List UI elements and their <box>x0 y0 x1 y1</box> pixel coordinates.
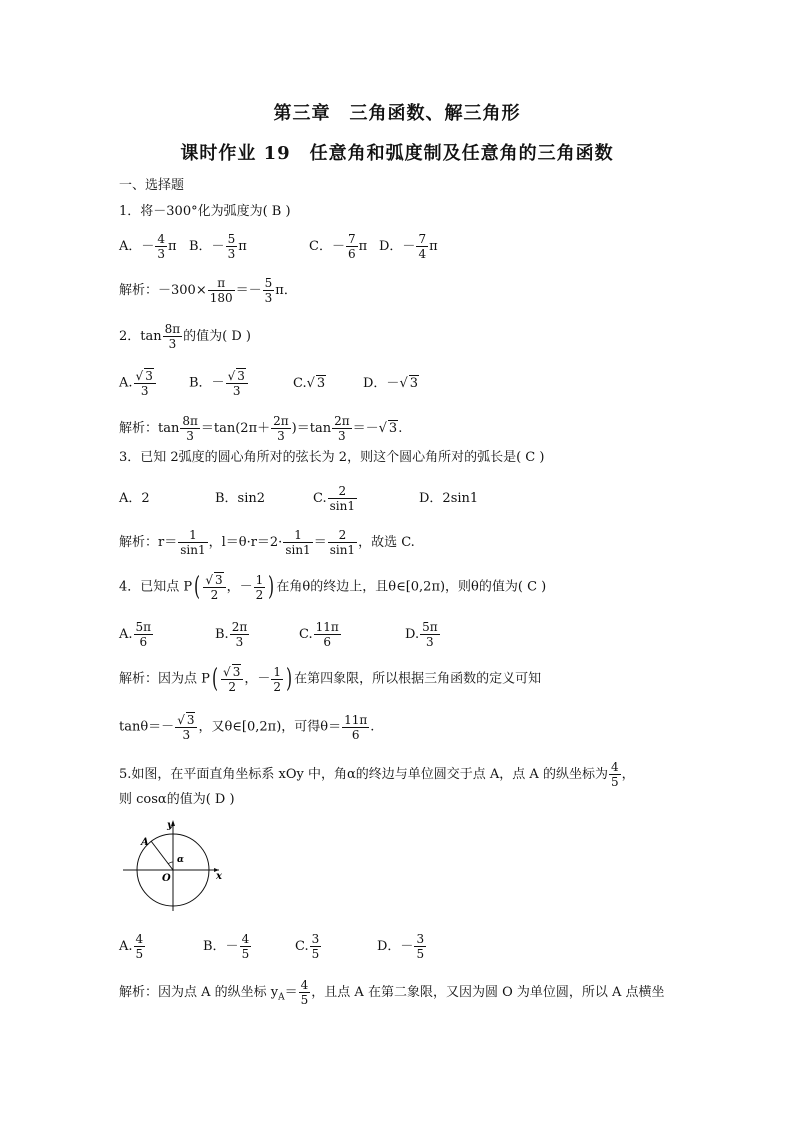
alpha-label: α <box>177 855 184 865</box>
q5-option-d: D．－ $\frac{3}{5}$ <box>377 932 425 961</box>
q4-option-d: D. $\frac{5\pi}{3}$ <box>405 620 438 649</box>
q1-option-b: B．－ $\frac{5}{3}$ π <box>189 232 247 261</box>
q4-option-a: A. $\frac{5\pi}{6}$ <box>119 620 152 649</box>
q4-solution-line2: tanθ＝－ $\frac{√ 3}{3}$ ，又θ∈[0,2π)，可得θ＝ $\frac{11\pi}{6}$ . <box>119 712 375 742</box>
lesson-title: 课时作业 19 任意角和弧度制及任意角的三角函数 <box>180 143 614 164</box>
q5-options <box>119 932 427 961</box>
q1-solution: 解析：－300× $\frac{\pi}{180}$ ＝－ $\frac{5}{3}$ π． <box>119 276 297 305</box>
chapter-title: 第三章 三角函数、解三角形 <box>273 103 521 124</box>
angle-arc <box>168 862 173 864</box>
q3-option-a: A．2 <box>119 491 150 506</box>
q4-option-b: B. $\frac{2\pi}{3}$ <box>215 620 248 649</box>
q4-option-c: C. $\frac{11\pi}{6}$ <box>299 620 339 649</box>
q5-option-c: C. $\frac{3}{5}$ <box>295 932 320 961</box>
q5-option-a: A. $\frac{4}{5}$ <box>119 932 144 961</box>
section-heading: 一、选择题 <box>119 178 185 193</box>
q3-options <box>119 484 478 513</box>
q4-options <box>119 620 441 649</box>
q2-option-b: B．－ $\frac{√ 3}{3}$ <box>189 368 293 398</box>
q4-solution-line1: 解析：因为点 P( $\frac{√ 3}{2}$ ，－ $\frac{1}{2}$ ) 在第四象限，所以根据三角函数的定义可知 <box>119 664 542 694</box>
q5-stem-line2: 则 cosα的值为( D ) <box>119 792 235 807</box>
q1-option-c: C．－ $\frac{7}{6}$ π <box>309 232 368 261</box>
point-a-label: A <box>141 837 149 848</box>
q5-stem-line1: 5.如图，在平面直角坐标系 xOy 中，角α的终边与单位圆交于点 A，点 A 的纵坐标为 $\frac{4}{5}$ ， <box>119 760 635 789</box>
q1-option-d: D．－ $\frac{7}{4}$ π <box>379 232 438 261</box>
x-axis-label: x <box>216 871 222 882</box>
q1-option-a: A．－ $\frac{4}{3}$ π <box>119 232 177 261</box>
y-axis-label: y <box>167 820 173 831</box>
origin-label: O <box>162 873 171 884</box>
unit-circle-figure <box>119 815 229 913</box>
q1-options <box>119 232 438 261</box>
terminal-side <box>151 841 173 870</box>
q2-stem: 2．tan $\frac{8\pi}{3}$ 的值为( D ) <box>119 322 251 351</box>
q2-solution: 解析：tan $\frac{8\pi}{3}$ ＝tan(2π＋ $\frac{2\pi}{3}$ )＝tan $\frac{2\pi}{3}$ ＝－√ 3. <box>119 414 403 443</box>
q2-options <box>119 368 419 398</box>
q5-option-b: B．－ $\frac{4}{5}$ <box>203 932 250 961</box>
q2-option-c: C.√ 3 <box>293 375 326 391</box>
q2-option-a: A. $\frac{√ 3}{3}$ <box>119 368 189 398</box>
q4-stem: 4．已知点 P( $\frac{√ 3}{2}$ ，－ $\frac{1}{2}$ ) 在角θ的终边上，且θ∈[0,2π)，则θ的值为( C ) <box>119 572 547 602</box>
q3-solution: 解析：r＝ $\frac{1}{\sin 1}$ ，l＝θ·r＝2· $\frac{1}{\sin 1}$ ＝ $\frac{2}{\sin 1}$ ，故选 C. <box>119 528 415 557</box>
q3-option-c: C. $\frac{2}{\sin 1}$ <box>313 484 355 513</box>
q3-option-d: D．2sin1 <box>419 491 479 506</box>
q3-option-b: B．sin2 <box>215 491 266 506</box>
q3-stem: 3．已知 2弧度的圆心角所对的弦长为 2，则这个圆心角所对的弧长是( C ) <box>119 450 545 465</box>
q1-stem: 1．将－300°化为弧度为( B ) <box>119 204 291 219</box>
q2-option-d: D．－√ 3 <box>363 375 419 391</box>
q5-solution: 解析：因为点 A 的纵坐标 $y_A=$ $\frac{4}{5}$ ，且点 A 在第二象限，又因为圆 O 为单位圆，所以 A 点横坐 <box>119 978 665 1007</box>
